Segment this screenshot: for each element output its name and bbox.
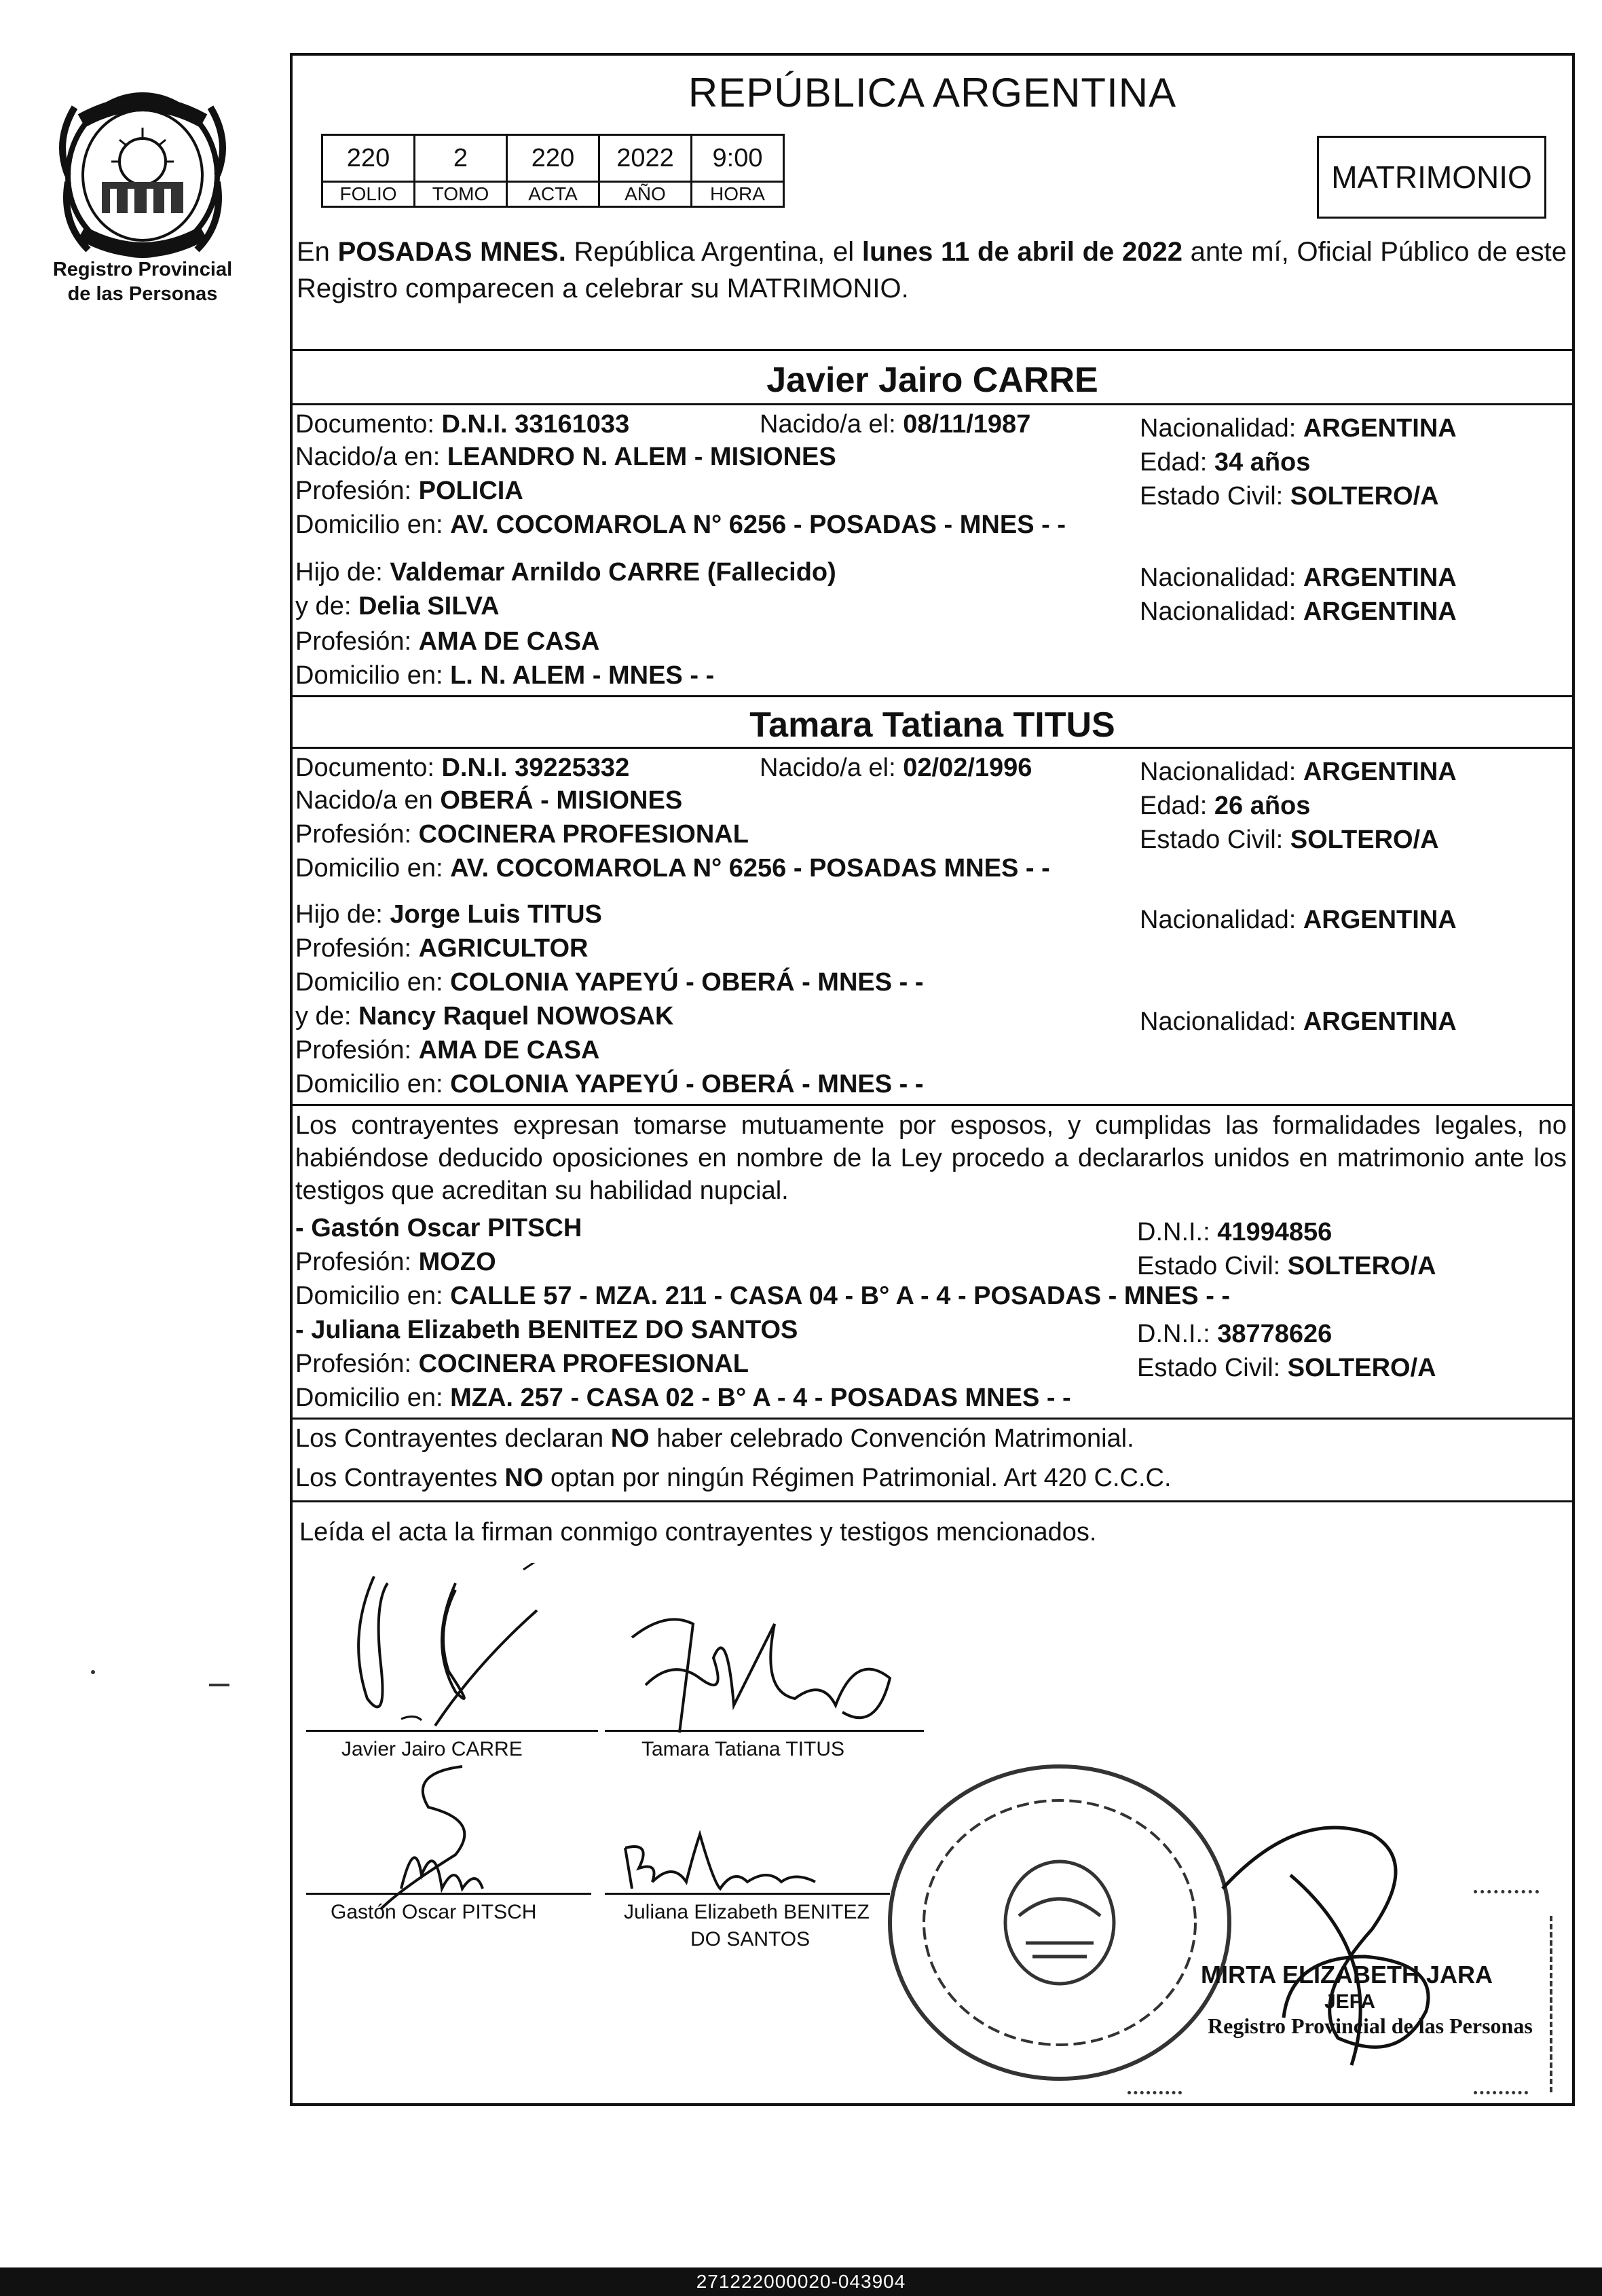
bride-mother-profession: Profesión: AMA DE CASA bbox=[295, 1036, 600, 1064]
bride-domicile: Domicilio en: AV. COCOMAROLA N° 6256 - POSADAS MNES - - bbox=[295, 854, 1050, 883]
bride-father: Hijo de: Jorge Luis TITUS bbox=[295, 900, 602, 929]
bride-father-profession: Profesión: AGRICULTOR bbox=[295, 934, 589, 963]
groom-mother: y de: Delia SILVA bbox=[295, 592, 500, 621]
groom-signature-line bbox=[306, 1730, 598, 1732]
intro-text-1: En bbox=[297, 237, 338, 267]
margin-dot bbox=[91, 1670, 95, 1674]
divider bbox=[293, 403, 1572, 405]
groom-nationality: Nacionalidad: ARGENTINA bbox=[1140, 414, 1457, 443]
bride-signature-label: Tamara Tatiana TITUS bbox=[641, 1738, 845, 1760]
bride-nationality: Nacionalidad: ARGENTINA bbox=[1140, 758, 1457, 786]
witness2-signature-label-1: Juliana Elizabeth BENITEZ bbox=[624, 1901, 870, 1923]
bride-document: Documento: D.N.I. 39225332 bbox=[295, 754, 630, 782]
declaration-paragraph: Los contrayentes expresan tomarse mutuamente por esposos, y cumplidas las formalidades legales, no habiéndose deducido oposiciones en nombre de la Ley procedo a declararlos unidos en matrimonio ante los testigos que acreditan su habilidad nupcial. bbox=[295, 1111, 1567, 1205]
hour-label: HORA bbox=[692, 182, 784, 207]
official-name: MIRTA ELIZABETH JARA bbox=[1201, 1961, 1493, 1988]
witness1-dni: D.N.I.: 41994856 bbox=[1137, 1218, 1333, 1246]
bride-birthplace: Nacido/a en OBERÁ - MISIONES bbox=[295, 786, 683, 815]
tomo-label: TOMO bbox=[415, 182, 507, 207]
divider bbox=[293, 747, 1572, 749]
folio-value: 220 bbox=[322, 135, 415, 182]
stamp-mark bbox=[1128, 2091, 1182, 2105]
witness2-domicile: Domicilio en: MZA. 257 - CASA 02 - B° A - 4 - POSADAS MNES - - bbox=[295, 1384, 1071, 1412]
country-title: REPÚBLICA ARGENTINA bbox=[688, 70, 1177, 115]
official-office: Registro Provincial de las Personas bbox=[1208, 2014, 1533, 2038]
certificate-frame bbox=[290, 53, 1575, 2106]
witness2-profession: Profesión: COCINERA PROFESIONAL bbox=[295, 1350, 749, 1378]
groom-name: Javier Jairo CARRE bbox=[766, 360, 1098, 400]
witness2-civil-status: Estado Civil: SOLTERO/A bbox=[1137, 1354, 1436, 1382]
groom-father: Hijo de: Valdemar Arnildo CARRE (Fallecido) bbox=[295, 558, 836, 587]
register-table bbox=[321, 134, 785, 208]
divider bbox=[293, 1418, 1572, 1420]
intro-paragraph bbox=[297, 234, 1567, 307]
province-seal-logo bbox=[54, 80, 231, 263]
groom-mother-profession: Profesión: AMA DE CASA bbox=[295, 627, 600, 656]
intro-date: lunes 11 de abril de 2022 bbox=[861, 237, 1182, 267]
stamp-mark bbox=[1474, 1890, 1539, 1906]
divider bbox=[293, 1500, 1572, 1502]
witness1-name: - Gastón Oscar PITSCH bbox=[295, 1214, 582, 1242]
divider bbox=[293, 349, 1572, 351]
folio-label: FOLIO bbox=[322, 182, 415, 207]
groom-father-nationality: Nacionalidad: ARGENTINA bbox=[1140, 563, 1457, 592]
official-role: JEFA bbox=[1324, 1991, 1376, 2013]
document-code-bar: 271222000020-043904 bbox=[0, 2267, 1602, 2296]
groom-profession: Profesión: POLICIA bbox=[295, 477, 523, 505]
groom-signature-label: Javier Jairo CARRE bbox=[341, 1738, 523, 1760]
logo-caption-line2: de las Personas bbox=[67, 283, 218, 305]
witness1-domicile: Domicilio en: CALLE 57 - MZA. 211 - CASA 04 - B° A - 4 - POSADAS - MNES - - bbox=[295, 1282, 1231, 1310]
patrimonial-regime-statement: Los Contrayentes NO optan por ningún Régimen Patrimonial. Art 420 C.C.C. bbox=[295, 1464, 1172, 1492]
bride-civil-status: Estado Civil: SOLTERO/A bbox=[1140, 826, 1439, 854]
bride-signature bbox=[618, 1597, 904, 1746]
stamp-mark bbox=[1474, 2091, 1528, 2105]
witness1-signature-line bbox=[306, 1893, 591, 1895]
logo-caption-line1: Registro Provincial bbox=[52, 259, 233, 280]
bride-mother-nationality: Nacionalidad: ARGENTINA bbox=[1140, 1007, 1457, 1036]
groom-signature bbox=[320, 1563, 578, 1746]
acta-value: 220 bbox=[507, 135, 599, 182]
witness1-signature bbox=[333, 1753, 557, 1909]
divider bbox=[293, 1104, 1572, 1106]
witness2-signature bbox=[612, 1821, 829, 1902]
witness2-signature-line bbox=[605, 1893, 890, 1895]
bride-age: Edad: 26 años bbox=[1140, 792, 1311, 820]
bride-mother: y de: Nancy Raquel NOWOSAK bbox=[295, 1002, 674, 1031]
groom-age: Edad: 34 años bbox=[1140, 448, 1311, 477]
bride-mother-domicile: Domicilio en: COLONIA YAPEYÚ - OBERÁ - MNES - - bbox=[295, 1070, 924, 1098]
intro-text-3: ante mí, Oficial Público de este Registro comparecen a celebrar su MATRIMONIO. bbox=[297, 237, 1567, 303]
registry-stamp bbox=[863, 1753, 1243, 2092]
year-value: 2022 bbox=[599, 135, 692, 182]
groom-civil-status: Estado Civil: SOLTERO/A bbox=[1140, 482, 1439, 511]
groom-document: Documento: D.N.I. 33161033 bbox=[295, 410, 630, 439]
witness1-profession: Profesión: MOZO bbox=[295, 1248, 496, 1276]
intro-text-2: República Argentina, el bbox=[565, 237, 862, 267]
groom-domicile: Domicilio en: AV. COCOMAROLA N° 6256 - POSADAS - MNES - - bbox=[295, 511, 1066, 539]
witness2-dni: D.N.I.: 38778626 bbox=[1137, 1320, 1333, 1348]
margin-mark bbox=[209, 1684, 229, 1686]
bride-signature-line bbox=[605, 1730, 924, 1732]
bride-father-nationality: Nacionalidad: ARGENTINA bbox=[1140, 906, 1457, 934]
groom-birthdate: Nacido/a el: 08/11/1987 bbox=[760, 410, 1031, 439]
witness2-name: - Juliana Elizabeth BENITEZ DO SANTOS bbox=[295, 1316, 798, 1344]
bride-profession: Profesión: COCINERA PROFESIONAL bbox=[295, 820, 749, 849]
witness1-signature-label: Gastón Oscar PITSCH bbox=[331, 1901, 537, 1923]
divider bbox=[293, 695, 1572, 697]
year-label: AÑO bbox=[599, 182, 692, 207]
record-type-box: MATRIMONIO bbox=[1317, 136, 1546, 219]
tomo-value: 2 bbox=[415, 135, 507, 182]
intro-place: POSADAS MNES. bbox=[337, 237, 566, 267]
bride-birthdate: Nacido/a el: 02/02/1996 bbox=[760, 754, 1032, 782]
convention-statement: Los Contrayentes declaran NO haber celebrado Convención Matrimonial. bbox=[295, 1424, 1134, 1453]
witness2-signature-label-2: DO SANTOS bbox=[690, 1928, 811, 1950]
stamp-mark bbox=[1550, 1916, 1555, 2092]
bride-father-domicile: Domicilio en: COLONIA YAPEYÚ - OBERÁ - MNES - - bbox=[295, 968, 924, 997]
groom-mother-nationality: Nacionalidad: ARGENTINA bbox=[1140, 597, 1457, 626]
acta-label: ACTA bbox=[507, 182, 599, 207]
groom-birthplace: Nacido/a en: LEANDRO N. ALEM - MISIONES bbox=[295, 443, 836, 471]
closing-statement: Leída el acta la firman conmigo contrayentes y testigos mencionados. bbox=[299, 1518, 1097, 1547]
bride-name: Tamara Tatiana TITUS bbox=[749, 705, 1115, 745]
hour-value: 9:00 bbox=[692, 135, 784, 182]
groom-parents-domicile: Domicilio en: L. N. ALEM - MNES - - bbox=[295, 661, 715, 690]
witness1-civil-status: Estado Civil: SOLTERO/A bbox=[1137, 1252, 1436, 1280]
